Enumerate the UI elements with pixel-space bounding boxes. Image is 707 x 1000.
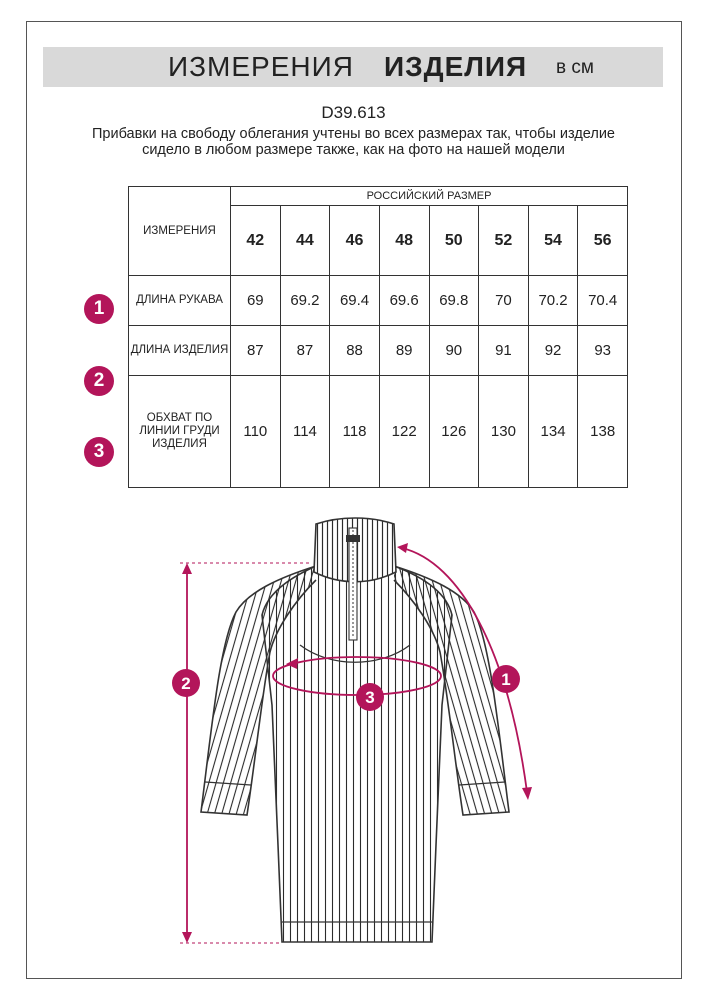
table-cell: 92 <box>528 326 578 376</box>
row-marker-badge-3: 3 <box>84 437 114 467</box>
table-cell: 91 <box>479 326 529 376</box>
table-cell: 88 <box>330 326 380 376</box>
marker-sleeve-label: 1 <box>501 670 511 689</box>
table-cell: 114 <box>280 376 330 488</box>
table-cell: 69.2 <box>280 276 330 326</box>
row-label: ДЛИНА РУКАВА <box>129 276 231 326</box>
row-marker-badge-1: 1 <box>84 294 114 324</box>
table-cell: 70.2 <box>528 276 578 326</box>
marker-chest <box>356 683 384 711</box>
header-title-measurements: ИЗМЕРЕНИЯ <box>168 51 354 82</box>
marker-sleeve <box>492 665 520 693</box>
size-header: 42 <box>231 206 281 276</box>
marker-chest-label: 3 <box>365 688 375 707</box>
table-cell: 87 <box>231 326 281 376</box>
marker-length-label: 2 <box>181 674 191 693</box>
row-label: ОБХВАТ ПО ЛИНИИ ГРУДИ ИЗДЕЛИЯ <box>129 376 231 488</box>
size-header: 46 <box>330 206 380 276</box>
table-cell: 134 <box>528 376 578 488</box>
row-label: ДЛИНА ИЗДЕЛИЯ <box>129 326 231 376</box>
table-cell: 69.6 <box>379 276 429 326</box>
header-title-item: ИЗДЕЛИЯ <box>384 51 528 82</box>
size-header: 50 <box>429 206 479 276</box>
table-cell: 90 <box>429 326 479 376</box>
row-marker-badge-2: 2 <box>84 366 114 396</box>
marker-length <box>172 669 200 697</box>
table-cell: 126 <box>429 376 479 488</box>
table-cell: 130 <box>479 376 529 488</box>
table-cell: 89 <box>379 326 429 376</box>
table-cell: 87 <box>280 326 330 376</box>
size-header: 48 <box>379 206 429 276</box>
table-cell: 69.8 <box>429 276 479 326</box>
size-header: 54 <box>528 206 578 276</box>
product-code: D39.613 <box>321 103 386 122</box>
table-cell: 69.4 <box>330 276 380 326</box>
size-header: 56 <box>578 206 628 276</box>
table-group-label: РОССИЙСКИЙ РАЗМЕР <box>231 187 628 206</box>
table-cell: 70 <box>479 276 529 326</box>
size-header: 44 <box>280 206 330 276</box>
table-cell: 118 <box>330 376 380 488</box>
table-cell: 69 <box>231 276 281 326</box>
size-header: 52 <box>479 206 529 276</box>
table-corner-label: ИЗМЕРЕНИЯ <box>129 187 231 276</box>
table-cell: 93 <box>578 326 628 376</box>
description: Прибавки на свободу облегания учтены во всех размерах так, чтобы изделие сидело в любом размере также, как на фото на нашей модели <box>91 126 615 158</box>
table-cell: 138 <box>578 376 628 488</box>
header-unit: в см <box>556 57 594 78</box>
table-cell: 110 <box>231 376 281 488</box>
table-cell: 70.4 <box>578 276 628 326</box>
table-cell: 122 <box>379 376 429 488</box>
